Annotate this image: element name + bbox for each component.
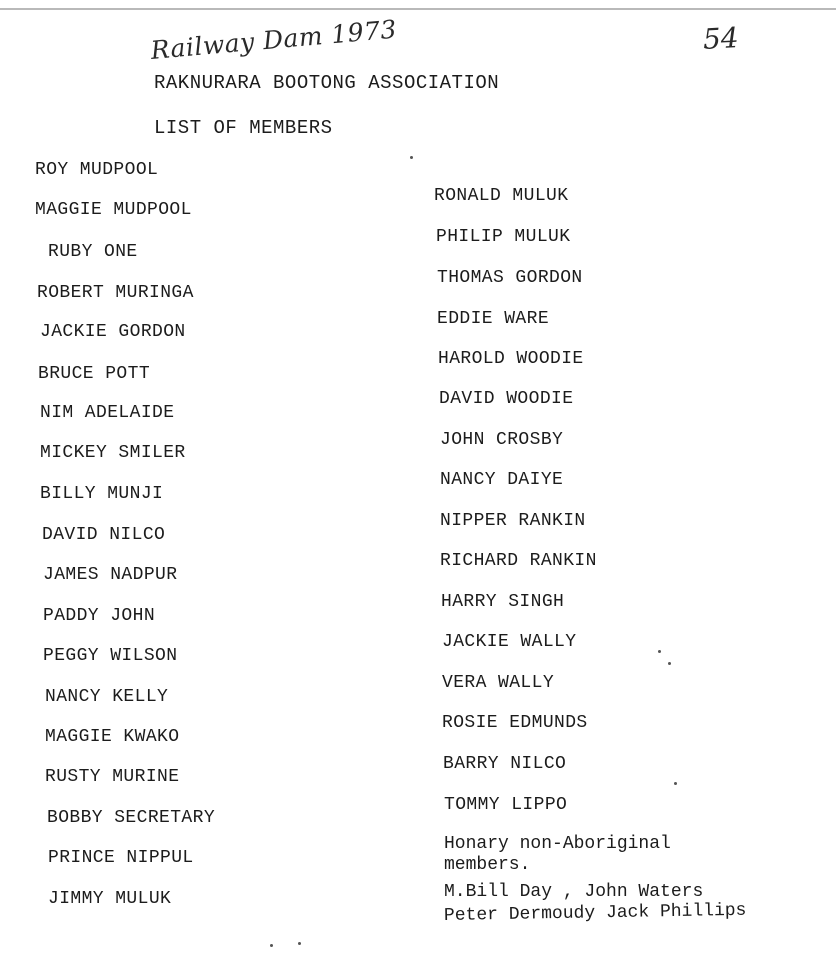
member-name: DAVID NILCO — [42, 525, 166, 545]
member-name: THOMAS GORDON — [437, 268, 583, 288]
member-name: MAGGIE KWAKO — [45, 727, 180, 747]
member-name: JIMMY MULUK — [48, 889, 172, 909]
member-name: JOHN CROSBY — [440, 430, 564, 450]
member-name: NIM ADELAIDE — [40, 403, 175, 423]
member-name: MAGGIE MUDPOOL — [35, 200, 192, 220]
member-name: HAROLD WOODIE — [438, 349, 584, 369]
member-name: NANCY DAIYE — [440, 470, 564, 490]
handwritten-annotation: Railway Dam 1973 — [149, 14, 398, 65]
org-title: RAKNURARA BOOTONG ASSOCIATION — [154, 72, 500, 94]
scan-speck — [668, 662, 671, 665]
member-name: PRINCE NIPPUL — [48, 848, 194, 868]
member-name: NIPPER RANKIN — [440, 511, 586, 531]
honorary-line: Peter Dermoudy Jack Phillips — [443, 900, 747, 926]
top-edge-rule — [0, 8, 836, 10]
member-name: TOMMY LIPPO — [444, 795, 568, 815]
member-name: EDDIE WARE — [437, 309, 550, 329]
member-name: JACKIE GORDON — [40, 322, 186, 342]
member-name: VERA WALLY — [442, 673, 555, 693]
member-name: RICHARD RANKIN — [440, 551, 597, 571]
member-name: DAVID WOODIE — [439, 389, 574, 409]
member-name: BARRY NILCO — [443, 754, 567, 774]
member-name: ROSIE EDMUNDS — [442, 713, 588, 733]
member-name: BILLY MUNJI — [40, 484, 164, 504]
member-name: JAMES NADPUR — [43, 565, 178, 585]
member-name: RUBY ONE — [48, 242, 138, 262]
honorary-line: Honary non-Aboriginal — [444, 834, 671, 854]
member-name: JACKIE WALLY — [442, 632, 577, 652]
member-name: ROY MUDPOOL — [35, 160, 159, 180]
scan-speck — [298, 942, 301, 945]
member-name: PADDY JOHN — [43, 606, 156, 626]
scan-speck — [270, 944, 273, 947]
honorary-members-note — [444, 834, 746, 927]
honorary-line: M.Bill Day , John Waters — [444, 882, 704, 902]
member-name: ROBERT MURINGA — [37, 283, 194, 303]
member-name: NANCY KELLY — [45, 687, 169, 707]
member-name: BRUCE POTT — [38, 364, 151, 384]
honorary-line: members. — [444, 855, 531, 875]
member-name: RONALD MULUK — [434, 186, 569, 206]
member-name: HARRY SINGH — [441, 592, 565, 612]
handwritten-page-number: 54 — [702, 21, 740, 56]
member-name: PEGGY WILSON — [43, 646, 178, 666]
member-name: MICKEY SMILER — [40, 443, 186, 463]
member-name: PHILIP MULUK — [436, 227, 571, 247]
scan-speck — [674, 782, 677, 785]
scan-speck — [410, 156, 413, 159]
scan-speck — [658, 650, 661, 653]
member-name: RUSTY MURINE — [45, 767, 180, 787]
list-heading: LIST OF MEMBERS — [154, 117, 333, 139]
member-name: BOBBY SECRETARY — [47, 808, 216, 828]
